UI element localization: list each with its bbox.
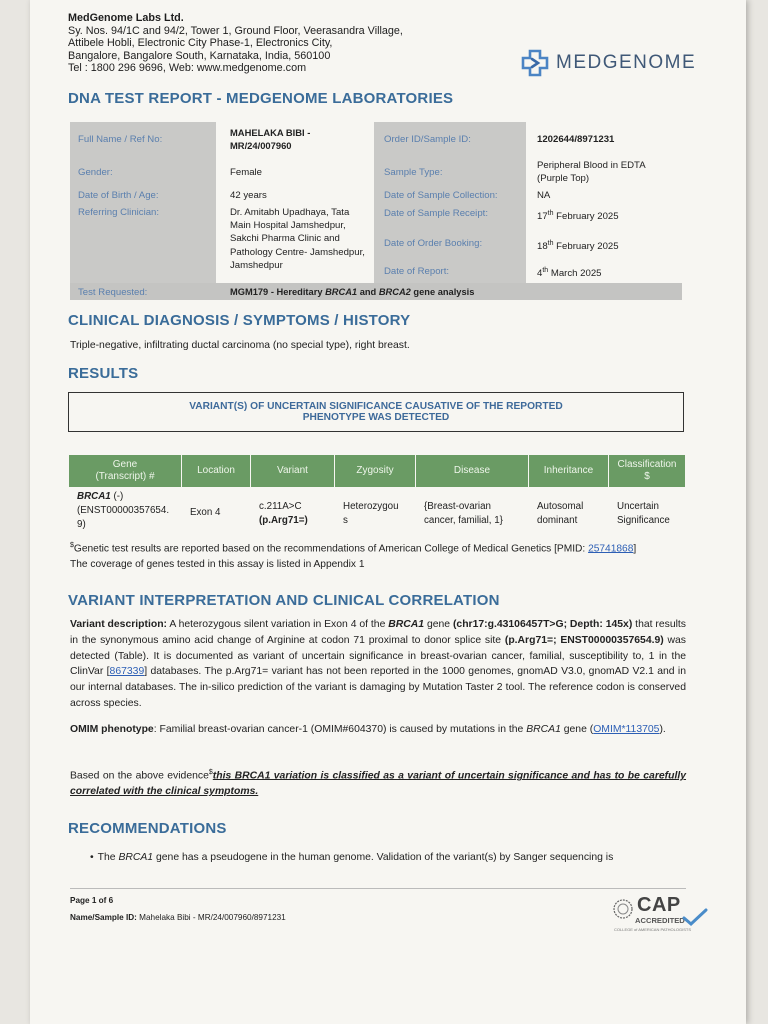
omim-link[interactable]: OMIM*113705	[593, 724, 660, 735]
lab-address-line: Attibele Hobli, Electronic City Phase-1, Electronics City,	[68, 37, 333, 50]
order-id-label: Order ID/Sample ID:	[384, 134, 471, 145]
collection-date-label: Date of Sample Collection:	[384, 190, 498, 201]
column-header-zygosity: Zygosity	[335, 455, 416, 487]
column-header-disease: Disease	[416, 455, 529, 487]
medgenome-cross-icon	[520, 48, 550, 78]
cell-inheritance: Autosomal dominant	[537, 501, 584, 526]
sample-type-value: Peripheral Blood in EDTA (Purple Top)	[537, 160, 646, 185]
column-header-gene: Gene (Transcript) #	[69, 455, 182, 487]
cell-classification: Uncertain Significance	[617, 501, 670, 526]
medgenome-logo	[520, 48, 696, 78]
clinician-label: Referring Clinician:	[78, 207, 160, 218]
lab-address-line: Sy. Nos. 94/1C and 94/2, Tower 1, Ground Floor, Veerasandra Village,	[68, 24, 403, 37]
full-name-value: MAHELAKA BIBI - MR/24/007960	[230, 127, 311, 152]
evidence-conclusion: Based on the above evidence$this BRCA1 variation is classified as a variant of uncertain significance and has to be carefully correlated with the clinical symptoms.	[70, 769, 687, 798]
page-number: Page 1 of 6	[70, 896, 114, 905]
dob-value: 42 years	[230, 190, 267, 201]
results-heading: RESULTS	[68, 365, 139, 382]
gender-label: Gender:	[78, 167, 113, 178]
order-id-value: 1202644/8971231	[537, 134, 615, 145]
interpretation-heading: VARIANT INTERPRETATION AND CLINICAL CORRELATION	[68, 592, 500, 609]
test-requested-value: MGM179 - Hereditary BRCA1 and BRCA2 gene analysis	[230, 287, 475, 297]
report-date-value: 4th March 2025	[537, 267, 602, 280]
cap-accredited-logo: CAP ACCREDITED COLLEGE of AMERICAN PATHOLOGISTS	[612, 894, 704, 938]
clinical-text: Triple-negative, infiltrating ductal carcinoma (no special type), right breast.	[70, 340, 410, 351]
collection-date-value: NA	[537, 190, 551, 201]
lab-address-line: Bangalore, Bangalore South, Karnataka, India, 560100	[68, 49, 331, 62]
medgenome-logo-text: MEDGENOME	[556, 52, 697, 73]
report-date-label: Date of Report:	[384, 266, 450, 277]
lab-name: MedGenome Labs Ltd.	[68, 12, 184, 24]
column-header-variant: Variant	[251, 455, 335, 487]
column-header-location: Location	[182, 455, 251, 487]
clinical-heading: CLINICAL DIAGNOSIS / SYMPTOMS / HISTORY	[68, 312, 411, 329]
full-name-label: Full Name / Ref No:	[78, 134, 163, 145]
dob-label: Date of Birth / Age:	[78, 190, 159, 201]
cap-seal-icon	[612, 898, 634, 920]
booking-date-value: 18th February 2025	[537, 240, 619, 253]
clinvar-link[interactable]: 867339	[109, 666, 145, 678]
cell-disease: {Breast-ovarian cancer, familial, 1}	[424, 501, 503, 526]
column-header-inheritance: Inheritance	[529, 455, 609, 487]
recommendation-bullet: • The BRCA1 gene has a pseudogene in the human genome. Validation of the variant(s) by Sanger sequencing is	[90, 852, 614, 863]
acmg-note: $Genetic test results are reported based on the recommendations of American College of Medical Genetics [PMID: 25741868] The coverage of genes tested in this assay is listed in Appendix 1	[70, 538, 686, 573]
column-header-classification: Classification $	[609, 455, 685, 487]
lab-address-block	[68, 12, 403, 75]
clinician-value: Dr. Amitabh Upadhaya, Tata Main Hospital Jamshedpur, Sakchi Pharma Clinic and Pathology Centre- Jamshedpur, Jamshedpur	[230, 207, 365, 271]
receipt-date-label: Date of Sample Receipt:	[384, 208, 488, 219]
footer-divider	[70, 888, 686, 889]
variant-description: Variant description: A heterozygous silent variation in Exon 4 of the BRCA1 gene (chr17:g.43106457T>G; Depth: 145x) that results in the synonymous amino acid change of Arginine at codon 71 proximal to donor splice site (p.Arg71=; ENST00000357654.9) was detected (Table). It is documented as variant of uncertain significance in breast-ovarian cancer, familial, susceptibility to, 1 in the ClinVar [867339] databases. The p.Arg71= variant has not been reported in the 1000 genomes, gnomAD V3.0, gnomAD V2.1 and in our internal databases. The in-silico prediction of the variant is damaging by Mutation Taster 2 tool. The reference codon is conserved across species.	[70, 619, 687, 709]
lab-contact-line: Tel : 1800 296 9696, Web: www.medgenome.com	[68, 62, 307, 75]
receipt-date-value: 17th February 2025	[537, 210, 619, 223]
report-title: DNA TEST REPORT - MEDGENOME LABORATORIES	[68, 90, 454, 107]
cell-zygosity: Heterozygou s	[343, 501, 399, 526]
result-summary-text: VARIANT(S) OF UNCERTAIN SIGNIFICANCE CAUSATIVE OF THE REPORTED PHENOTYPE WAS DETECTED	[189, 401, 563, 423]
check-icon	[682, 908, 708, 926]
gender-value: Female	[230, 167, 262, 178]
result-summary-box	[68, 392, 684, 432]
cell-gene: BRCA1 (-) (ENST00000357654. 9)	[77, 491, 170, 530]
omim-phenotype: OMIM phenotype: Familial breast-ovarian cancer-1 (OMIM#604370) is caused by mutations in the BRCA1 gene (OMIM*113705).	[70, 724, 666, 735]
test-requested-label: Test Requested:	[78, 287, 148, 298]
recommendations-heading: RECOMMENDATIONS	[68, 820, 227, 837]
cell-variant: c.211A>C (p.Arg71=)	[259, 501, 308, 526]
cell-location: Exon 4	[190, 507, 221, 518]
pmid-link[interactable]: 25741868	[588, 543, 634, 555]
booking-date-label: Date of Order Booking:	[384, 238, 483, 249]
sample-type-label: Sample Type:	[384, 167, 443, 178]
footer-name-sample: Name/Sample ID: Mahelaka Bibi - MR/24/007960/8971231	[70, 913, 286, 922]
coverage-text: The coverage of genes tested in this assay is listed in Appendix 1	[70, 559, 365, 571]
